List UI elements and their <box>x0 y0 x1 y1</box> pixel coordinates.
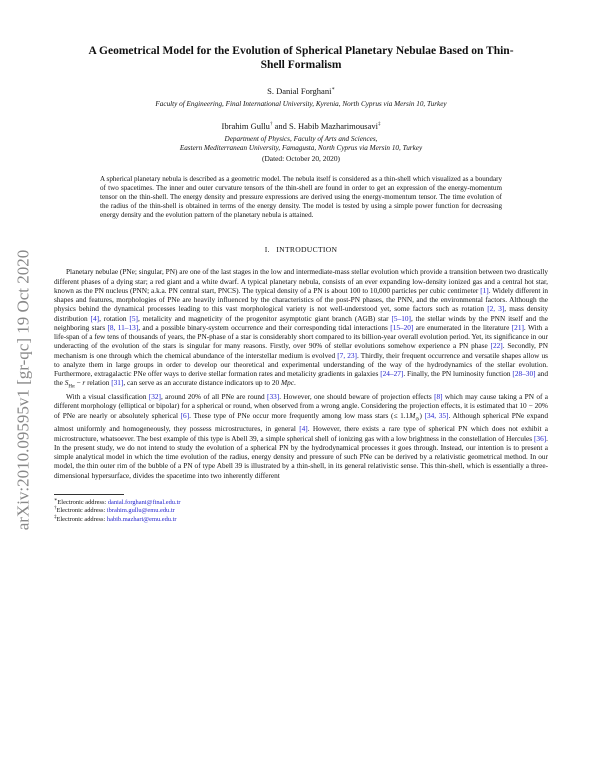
author-line-2 <box>54 121 548 131</box>
citation-link[interactable]: [32] <box>148 392 161 402</box>
citation-link[interactable]: [7, 23] <box>337 350 357 360</box>
introduction-body <box>54 267 548 479</box>
footnote-label: Electronic address: <box>56 507 107 515</box>
body-paragraph <box>54 267 548 392</box>
body-text-run: . With a life-span of a few tens of thousands of years, the PN-phase of a star is considerably short compared to its billion-year overall evolution period. Yet, its significance in our underacting of the evolution of the stars is singular for many reasons. Firstly, over 90% of stellar evolutions somehow experience a PN phase <box>54 322 548 351</box>
body-text-run: relation <box>85 378 112 388</box>
math-subscript: Hα <box>68 384 75 390</box>
abstract: A spherical planetary nebula is described as a geometric model. The nebula itself is considered as a thin-shell which visualized as a boundary of two spacetimes. The inner and outer curvature tensors of the thin-shell are found in order to get an expression of the energy-momentum tensor on the thin-shell. The energy density and pressure expressions are derived using the energy-momentum tensor. The time evolution of the radius of the thin-shell is obtained in terms of the energy density. The model is tested by using a simple power function for decreasing energy density and the evolution pattern of the planetary nebula is attained. <box>100 175 502 220</box>
body-text-run: With a visual classification <box>66 392 149 402</box>
arxiv-side-identifier: arXiv:2010.09595v1 [gr-qc] 19 Oct 2020 <box>13 249 33 531</box>
citation-link[interactable]: [8] <box>434 392 443 402</box>
footnote-email-link[interactable]: habib.mazhari@emu.edu.tr <box>106 516 177 524</box>
body-text-run: . These type of PNe occur more frequently among low mass stars (≤ 1.1 <box>189 410 410 420</box>
math-subscript: ⊙ <box>415 417 420 423</box>
body-text-run: . Widely different in shapes and features, morphologies of PNe are heavily influenced by the characteristics of the post-PN phases, the PNN, and the environmental factors. Although the physics behind the dynamical processes leading to this vast morphological variety is not well-understood yet, some factors such as rotation <box>54 285 549 314</box>
citation-link[interactable]: [5] <box>129 313 138 323</box>
body-text-run: , rotation <box>99 313 130 323</box>
affiliation-2-line-2: Eastern Mediterranean University, Famagusta, North Cyprus via Mersin 10, Turkey <box>179 144 423 152</box>
math-symbol: Mpc <box>281 378 294 388</box>
citation-link[interactable]: [4] <box>299 424 308 434</box>
body-text-run: , and a possible binary-system occurrence and their corresponding tidal interactions <box>138 322 391 332</box>
body-text-run: . Finally, the PN luminosity function <box>403 369 513 379</box>
author-line-1 <box>54 86 548 96</box>
body-text-run: − <box>74 378 83 388</box>
footnote-email-link[interactable]: danial.forghani@final.edu.tr <box>107 498 181 506</box>
citation-link[interactable]: [33] <box>267 392 280 402</box>
footnotes <box>54 499 548 525</box>
affiliation-2 <box>54 135 548 153</box>
arxiv-side-identifier-box <box>6 190 40 590</box>
body-text-run: . <box>293 378 296 388</box>
footnote-mark: ∗ <box>54 497 58 503</box>
body-text-run: , around 20% of all PNe are round <box>161 392 268 402</box>
body-text-run: , the stellar winds by the PNN itself and the neighboring stars <box>54 313 548 332</box>
affiliation-1: Faculty of Engineering, Final International University, Kyrenia, North Cyprus via Mersin 10, Turkey <box>155 100 447 108</box>
body-text-run: , mass density distribution <box>54 304 548 323</box>
body-text-run: Planetary nebulae (PNe; singular, PN) are one of the last stages in the low and intermediate-mass stellar evolution which provide a transition between two drastically different phases of a dying star; a red giant and a white dwarf. A typical planetary nebula, consists of an ever expanding low-density ionized gas and a central hot star, known as the PN nucleus (PNN; a.k.a. PN central start, PNCS). The typical density of a PN is about 100 to 10,000 particles per cubic centimeter <box>54 267 548 295</box>
body-text-run: , can serve as an accurate distance indicators up to 20 <box>123 378 281 388</box>
citation-link[interactable]: [2, 3] <box>487 304 505 314</box>
citation-link[interactable]: [22] <box>490 341 503 351</box>
citation-link[interactable]: [8, 11–13] <box>107 322 139 332</box>
footnote-mark: ‡ <box>54 514 57 520</box>
footnote-label: Electronic address: <box>57 498 108 506</box>
citation-link[interactable]: [15–20] <box>390 322 414 332</box>
section-heading <box>54 245 548 254</box>
body-text-run: . Secondly, PN mechanism is one through which the chemical abundance of the interstellar medium is evolved <box>54 341 548 360</box>
author-mark-3: ‡ <box>377 122 381 128</box>
footnote-label: Electronic address: <box>56 516 107 524</box>
body-text-run: . However, there exists a rare type of spherical PN which does not exhibit a microstructure, whatsoever. The best example of this type is Abell 39, a simple spherical shell of ionizing gas with a low brightness in the constellation of Hercules <box>54 424 549 443</box>
affiliation-2-line-1: Department of Physics, Faculty of Arts and Sciences, <box>224 135 378 143</box>
citation-link[interactable]: [28–30] <box>512 369 536 379</box>
math-symbol: r <box>82 378 86 388</box>
section-title: INTRODUCTION <box>276 245 338 255</box>
math-symbol: S <box>64 378 69 388</box>
math-symbol: M <box>409 410 416 420</box>
paper-title: A Geometrical Model for the Evolution of Spherical Planetary Nebulae Based on Thin-Shell Formalism <box>88 45 514 71</box>
author-name-3: S. Habib Mazharimousavi <box>288 121 378 131</box>
footnote-divider <box>54 494 124 495</box>
body-text-run: . Thirdly, their frequent occurrence and versatile shapes allow us to analyze them in large groups in order to develop our theoretical and experimental understanding of the way of the hydrodynamics of the stellar evolution. Furthermore, extragalactic PNe offer ways to derive stellar formation rates and metalicity gradients in galaxies <box>54 350 548 379</box>
citation-link[interactable]: [21] <box>511 322 524 332</box>
citation-link[interactable]: [34, 35] <box>424 410 449 420</box>
citation-link[interactable]: [36] <box>534 433 547 443</box>
author-name-2: Ibrahim Gullu <box>221 121 270 131</box>
author-mark-1: ∗ <box>331 87 335 93</box>
footnote-mark: † <box>54 506 57 512</box>
body-text-run: . However, one should beware of projection effects <box>279 392 435 402</box>
body-text-run: and the <box>54 369 548 388</box>
body-text-run: , metalicity and magneticity of the progenitor asymptotic giant branch (AGB) star <box>137 313 392 323</box>
citation-link[interactable]: [31] <box>111 378 124 388</box>
footnote-item <box>54 516 548 525</box>
dated-line: (Dated: October 20, 2020) <box>262 154 340 163</box>
body-text-run: which may cause taking a PN of a different morphology (elliptical or bipolar) for a spherical or round, when observed from a wrong angle. Considering the projection effects, it is estimated that 10 − 20% of PNe are nearly or absolutely spherical <box>54 392 549 420</box>
citation-link[interactable]: [24–27] <box>380 369 404 379</box>
section-number: I. <box>264 245 270 255</box>
paper-page <box>54 44 548 525</box>
body-text-run: ) <box>419 410 425 420</box>
citation-link[interactable]: [6] <box>180 410 190 420</box>
author-name-1: S. Danial Forghani <box>267 86 332 96</box>
citation-link[interactable]: [5–10] <box>391 313 411 323</box>
citation-link[interactable]: [1] <box>480 285 489 295</box>
body-text-run: . Although spherical PNe expand almost uniformly and homogeneously, they possess microstructures, in general <box>54 410 548 434</box>
citation-link[interactable]: [4] <box>90 313 100 323</box>
footnote-item <box>54 507 548 516</box>
body-paragraph <box>54 392 548 480</box>
author-mark-2: † <box>269 122 273 128</box>
body-text-run: . In the present study, we do not intend to study the evolution of a spherical PN by the hydrodynamical processes it goes through. Instead, our intention is to present a simple analytical model in which the time evolution of the radius, energy density and pressure of such PNe can be derived by a relativistic geometrical method. In our model, the thin outer rim of the bubble of a PN of type Abell 39 is illustrated by a thin-shell, in its general relativistic sense. This thin-shell, which is essentially a three-dimensional hypersurface, divides the spacetime into two inherently different <box>54 433 548 480</box>
body-text-run: are enumerated in the literature <box>413 322 512 332</box>
author-conjunction: and <box>274 121 287 131</box>
footnote-email-link[interactable]: ibrahim.gullu@emu.edu.tr <box>106 507 175 515</box>
